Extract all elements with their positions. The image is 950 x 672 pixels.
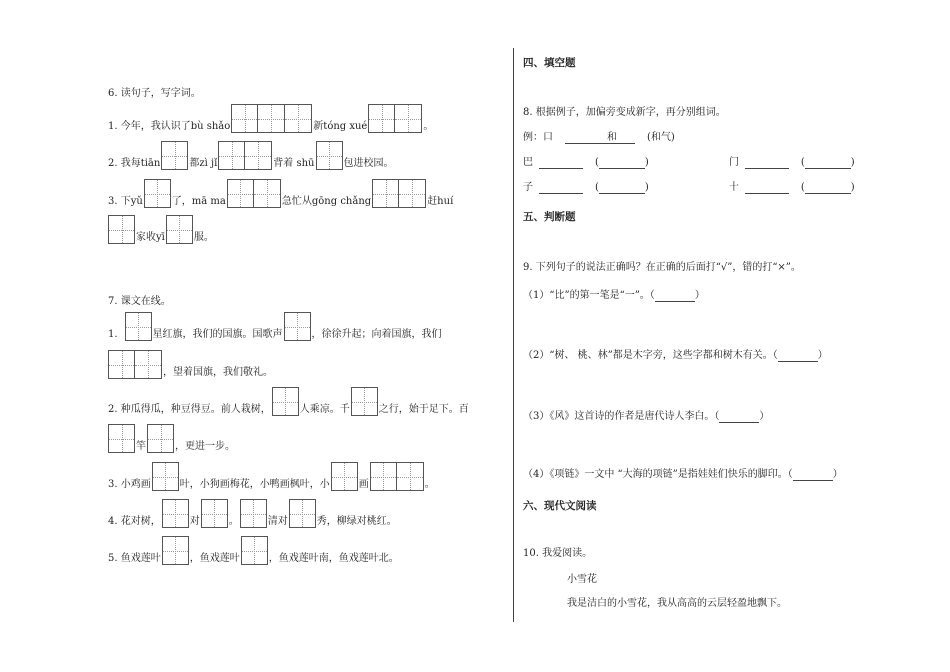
writing-boxes[interactable] [162, 499, 189, 528]
writing-cell[interactable] [372, 179, 399, 208]
q7-l6-text-b: 对 [189, 516, 200, 527]
paren-close: ） [832, 469, 843, 480]
writing-cell[interactable] [351, 387, 378, 416]
q6-l2-text-b: 都zì jǐ [189, 158, 218, 169]
writing-cell[interactable] [108, 424, 135, 453]
writing-boxes[interactable] [161, 141, 188, 170]
writing-cell[interactable] [162, 499, 189, 528]
answer-blank[interactable] [805, 182, 851, 194]
writing-cell[interactable] [370, 462, 397, 491]
q9-item-1 [523, 290, 705, 302]
q7-l6-text-d: 清对 [267, 516, 288, 527]
q7-l5-text-c: 画 [358, 479, 369, 490]
q6-l3-text-d: 赶huí [427, 196, 454, 207]
q6-l1-text-a: 1. 今年，我认识了bù shǎo [108, 121, 231, 132]
writing-cell[interactable] [152, 462, 179, 491]
writing-cell[interactable] [284, 312, 311, 341]
writing-boxes[interactable] [227, 179, 281, 208]
writing-cell[interactable] [272, 387, 299, 416]
q7-l6-text-e: 秀，柳绿对桃红。 [316, 516, 397, 527]
writing-cell[interactable] [289, 499, 316, 528]
writing-cell[interactable] [397, 462, 424, 491]
writing-boxes[interactable] [284, 312, 311, 341]
section-6-heading [523, 500, 597, 512]
q6-l3-text-b: 了，mā ma [171, 196, 226, 207]
passage-title-text: 小雪花 [567, 574, 597, 585]
q9-title-text: 9. 下列句子的说法正确吗？在正确的后面打“√”，错的打“×”。 [523, 262, 801, 273]
example-char: 和 [607, 132, 617, 143]
q7-l1-text-b: 星红旗，我们的国旗。国歌声 [152, 329, 283, 340]
q7-l3-text-b: 人乘凉。千 [299, 404, 350, 415]
writing-cell[interactable] [285, 104, 312, 133]
writing-cell[interactable] [135, 350, 162, 379]
q7-l3-text-c: 之行，始于足下。百 [378, 404, 469, 415]
writing-cell[interactable] [316, 141, 343, 170]
q7-l4-text-a: 竿 [136, 441, 146, 452]
answer-blank[interactable] [745, 157, 789, 169]
q7-l7-text-b: ，鱼戏莲叶 [189, 553, 240, 564]
writing-cell[interactable] [161, 141, 188, 170]
q8-example-label: 例：口 [523, 132, 553, 143]
paren-close: ） [759, 411, 770, 422]
q8-row1-char-a: 巴 [523, 157, 533, 168]
paren-close: ) [850, 182, 855, 193]
writing-cell[interactable] [231, 104, 258, 133]
q7-l1-text-a: 1. [108, 329, 118, 340]
writing-cell[interactable] [108, 215, 135, 244]
writing-cell[interactable] [218, 141, 245, 170]
q10-title-text: 10. 我爱阅读。 [523, 548, 593, 559]
writing-cell[interactable] [240, 499, 267, 528]
writing-cell[interactable] [162, 536, 189, 565]
writing-cell[interactable] [147, 424, 174, 453]
answer-blank[interactable] [539, 182, 583, 194]
writing-boxes[interactable] [370, 462, 424, 491]
q6-line-3 [108, 179, 453, 208]
writing-cell[interactable] [108, 350, 135, 379]
writing-cell[interactable] [201, 499, 228, 528]
writing-cell[interactable] [166, 215, 193, 244]
q6-l3-text-c: 急忙从gōng chǎng [281, 196, 372, 207]
q8-row2-char-a: 子 [523, 182, 533, 193]
q7-line-5 [108, 462, 435, 491]
passage-text: 我是洁白的小雪花，我从高高的云层轻盈地飘下。 [567, 598, 787, 609]
writing-boxes[interactable] [166, 215, 193, 244]
section-5-heading [523, 211, 576, 223]
writing-cell[interactable] [258, 104, 285, 133]
paren-close: ) [644, 157, 649, 168]
q9-item-text: （2）“树、 桃、林”都是木字旁，这些字都和树木有关。（ [523, 350, 778, 361]
writing-boxes[interactable] [162, 536, 189, 565]
q8-row2-char-b: 十 [728, 182, 739, 193]
paren-close: ) [644, 182, 649, 193]
q7-l1-text-c: ，徐徐升起；向着国旗，我们 [311, 329, 442, 340]
writing-cell[interactable] [227, 179, 254, 208]
q6-l2-text-a: 2. 我每tiān [108, 158, 161, 169]
q9-item-3 [523, 411, 769, 423]
writing-boxes[interactable] [316, 141, 343, 170]
q6-l3-text-a: 3. 下yǔ [108, 196, 143, 207]
q9-item-text: （4）《项链》一文中 “大海的项链”是指娃娃们快乐的脚印。（ [523, 469, 793, 480]
q6-line-4 [108, 215, 214, 244]
q6-l4-text-a: 家收yī [136, 232, 165, 243]
writing-boxes[interactable] [125, 312, 152, 341]
writing-boxes[interactable] [144, 179, 171, 208]
q7-l4-text-b: ，更进一步。 [175, 441, 235, 452]
judgement-blank[interactable] [655, 290, 695, 302]
q6-l1-text-b: 新tóng xué [313, 121, 368, 132]
q9-item-4 [523, 469, 843, 481]
q6-line-1 [108, 104, 433, 133]
q7-l2-text-a: ，望着国旗，我们敬礼。 [163, 367, 273, 378]
writing-boxes[interactable] [201, 499, 228, 528]
writing-cell[interactable] [331, 462, 358, 491]
judgement-blank[interactable] [793, 469, 833, 481]
q7-line-1 [108, 312, 442, 341]
q10-title [523, 548, 592, 560]
writing-boxes[interactable] [152, 462, 179, 491]
passage-line-1 [567, 598, 787, 610]
judgement-blank[interactable] [719, 411, 759, 423]
writing-cell[interactable] [254, 179, 281, 208]
q8-row-1 [523, 157, 855, 169]
q6-title-text: 6. 读句子，写字词。 [108, 88, 201, 99]
writing-cell[interactable] [125, 312, 152, 341]
section-6-title: 六、现代文阅读 [523, 500, 597, 512]
q7-title-text: 7. 课文在线。 [108, 296, 171, 307]
writing-cell[interactable] [245, 141, 272, 170]
paren-close: ） [817, 350, 828, 361]
answer-blank[interactable] [599, 157, 645, 169]
writing-boxes[interactable] [108, 215, 135, 244]
q9-title [523, 262, 801, 274]
q6-l4-text-b: 服。 [193, 232, 214, 243]
writing-boxes[interactable] [231, 104, 312, 133]
answer-blank[interactable] [539, 157, 583, 169]
q8-row1-char-b: 门 [728, 157, 739, 168]
q8-row-2 [523, 182, 855, 194]
q7-line-3 [108, 387, 469, 416]
q8-title-text: 8. 根据例子，加偏旁变成新字，再分别组词。 [523, 107, 726, 118]
section-5-title: 五、判断题 [523, 211, 576, 223]
q7-l7-text-c: ，鱼戏莲叶南，鱼戏莲叶北。 [268, 553, 399, 564]
q8-example [523, 132, 675, 144]
writing-boxes[interactable] [372, 179, 426, 208]
q7-l5-text-d: 。 [424, 479, 435, 490]
judgement-blank[interactable] [778, 350, 818, 362]
passage-title [567, 574, 597, 586]
column-divider [513, 48, 514, 622]
q9-item-text: （3）《风》这首诗的作者是唐代诗人李白。（ [523, 411, 720, 422]
q7-title [108, 296, 171, 308]
paren-open: ( [800, 182, 805, 193]
q7-line-2 [108, 350, 273, 379]
paren-close: ) [850, 157, 855, 168]
writing-boxes[interactable] [289, 499, 316, 528]
section-4-title: 四、填空题 [523, 57, 576, 69]
q6-line-2 [108, 141, 394, 170]
q7-line-6 [108, 499, 397, 528]
q6-l2-text-c: 背着 shū [273, 158, 315, 169]
writing-boxes[interactable] [147, 424, 174, 453]
q9-item-2 [523, 350, 828, 362]
writing-boxes[interactable] [108, 350, 162, 379]
writing-boxes[interactable] [108, 424, 135, 453]
answer-blank[interactable] [805, 157, 851, 169]
q7-l5-text-b: 叶，小狗画梅花，小鸭画枫叶，小 [179, 479, 330, 490]
q8-title [523, 107, 726, 119]
q7-l6-text-a: 4. 花对树， [108, 516, 161, 527]
writing-cell[interactable] [395, 104, 422, 133]
writing-cell[interactable] [144, 179, 171, 208]
q7-l3-text-a: 2. 种瓜得瓜，种豆得豆。前人栽树， [108, 404, 271, 415]
writing-boxes[interactable] [272, 387, 299, 416]
writing-boxes[interactable] [241, 536, 268, 565]
writing-boxes[interactable] [218, 141, 272, 170]
q6-l1-text-c: 。 [423, 121, 434, 132]
writing-boxes[interactable] [331, 462, 358, 491]
q7-l5-text-a: 3. 小鸡画 [108, 479, 151, 490]
writing-boxes[interactable] [368, 104, 422, 133]
paren-open: ( [595, 182, 599, 193]
q9-item-text: （1）“比”的第一笔是“一”。（ [523, 290, 655, 301]
example-word: (和气) [647, 132, 675, 143]
answer-blank[interactable] [599, 182, 645, 194]
writing-cell[interactable] [368, 104, 395, 133]
q7-line-7 [108, 536, 399, 565]
writing-boxes[interactable] [240, 499, 267, 528]
q7-l6-text-c: 。 [228, 516, 239, 527]
paren-close: ） [694, 290, 705, 301]
q7-line-4 [108, 424, 235, 453]
writing-cell[interactable] [241, 536, 268, 565]
q7-l7-text-a: 5. 鱼戏莲叶 [108, 553, 161, 564]
q6-title [108, 88, 201, 100]
answer-blank[interactable] [745, 182, 789, 194]
paren-open: ( [595, 157, 599, 168]
writing-cell[interactable] [399, 179, 426, 208]
paren-open: ( [800, 157, 805, 168]
example-answer-blank [565, 132, 635, 144]
section-4-heading [523, 57, 576, 69]
writing-boxes[interactable] [351, 387, 378, 416]
q6-l2-text-d: 包进校园。 [343, 158, 394, 169]
